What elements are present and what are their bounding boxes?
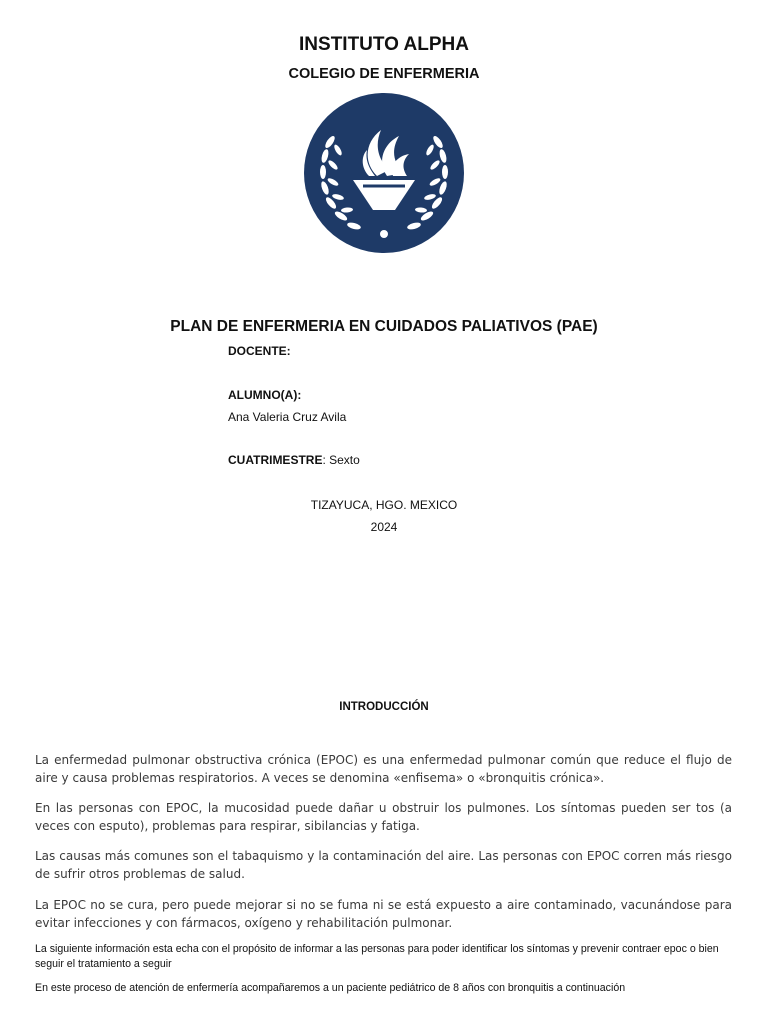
purpose-note: La siguiente información esta echa con el propósito de informar a las personas para poder identificar los síntomas y prevenir contraer epoc o bien seguir el tratamiento a seguir (35, 943, 719, 970)
city-line: TIZAYUCA, HGO. MEXICO (310, 498, 458, 512)
torch-laurel-emblem-icon (303, 92, 465, 254)
cuatrimestre-line (228, 453, 360, 467)
intro-paragraph: En las personas con EPOC, la mucosidad puede dañar u obstruir los pulmones. Los síntomas pueden ser tos (a veces con esputo), problemas para respirar, sibilancias y fatiga. (35, 801, 732, 833)
intro-paragraph: Las causas más comunes son el tabaquismo y la contaminación del aire. Las personas con EPOC corren más riesgo de sufrir otros problemas de salud. (35, 849, 732, 881)
college-name: COLEGIO DE ENFERMERIA (288, 66, 480, 82)
intro-paragraph: La EPOC no se cura, pero puede mejorar si no se fuma ni se está expuesto a aire contaminado, vacunándose para evitar infecciones y con fármacos, oxígeno y rehabilitación pulmonar. (35, 898, 732, 930)
alumno-name: Ana Valeria Cruz Avila (228, 410, 347, 424)
cuatrimestre-label: CUATRIMESTRE (228, 453, 323, 467)
introduction-title: INTRODUCCIÓN (339, 701, 429, 713)
alumno-label: ALUMNO(A): (228, 388, 302, 402)
intro-paragraph: La enfermedad pulmonar obstructiva crónica (EPOC) es una enfermedad pulmonar común que reduce el flujo de aire y causa problemas respiratorios. A veces se denomina «enfisema» o «bronquitis crónica». (35, 753, 732, 785)
patient-note: En este proceso de atención de enfermería acompañaremos a un paciente pediátrico de 8 años con bronquitis a continuación (35, 982, 626, 994)
institute-name: INSTITUTO ALPHA (299, 34, 469, 55)
plan-title: PLAN DE ENFERMERIA EN CUIDADOS PALIATIVOS (PAE) (170, 318, 598, 335)
docente-label: DOCENTE: (228, 344, 291, 358)
year-line: 2024 (370, 520, 398, 534)
cuatrimestre-value: : Sexto (322, 453, 360, 467)
